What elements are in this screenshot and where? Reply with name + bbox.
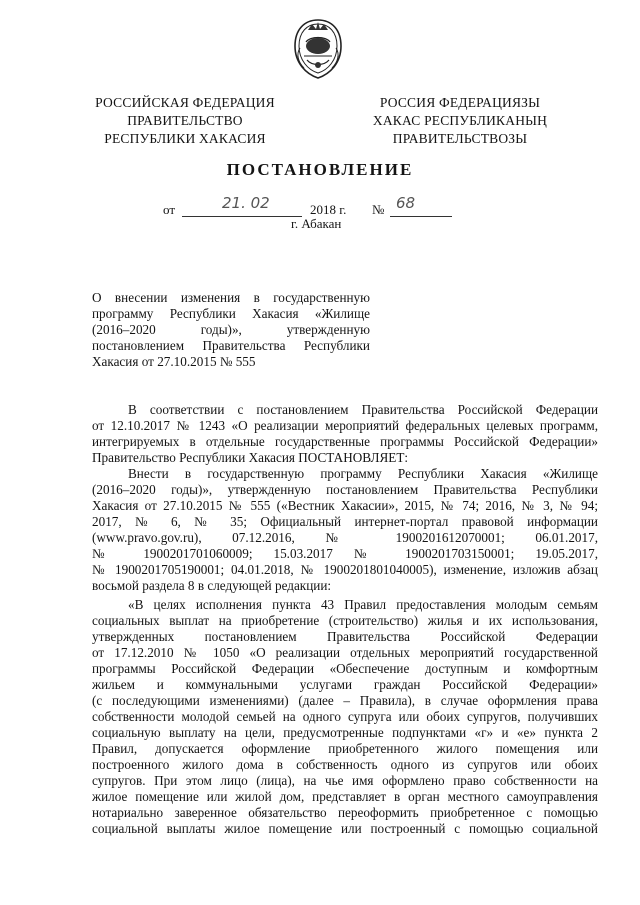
- document-type-title: ПОСТАНОВЛЕНИЕ: [226, 160, 414, 179]
- body-line: (www.pravo.gov.ru), 07.12.2016, № 1900201612070001; 06.01.2017,: [92, 530, 598, 545]
- header-left-block: [85, 94, 285, 148]
- body-line: социальную выплату на цели, предусмотренные подпунктами «г» и «е» пункта 2: [92, 725, 598, 740]
- subject-line: (2016–2020 годы)», утвержденную: [92, 322, 370, 337]
- subject-line: постановлением Правительства Республики: [92, 338, 370, 353]
- body-line: от 12.10.2017 № 1243 «О реализации мероприятий федеральных целевых программ,: [92, 418, 598, 433]
- body-line: Хакасия от 27.10.2015 № 555 («Вестник Хакасии», 2015, № 74; 2016, № 3, № 94;: [92, 498, 598, 513]
- body-line: (2016–2020 годы)», утвержденную постановлением Правительства Республики: [92, 482, 598, 497]
- header-right-line: РОССИЯ ФЕДЕРАЦИЯЗЫ: [379, 95, 541, 110]
- paragraph-preamble: [92, 402, 598, 466]
- body-line: Правительство Республики Хакасия ПОСТАНОВЛЯЕТ:: [92, 450, 409, 465]
- body-line: программы Российской Федерации «Обеспечение доступным и комфортным: [92, 661, 598, 676]
- header-left-line: РЕСПУБЛИКИ ХАКАСИЯ: [104, 131, 266, 146]
- body-line: интегрируемых в отдельные государственные программы Российской Федерации»: [92, 434, 598, 449]
- body-line: № 1900201701060009; 15.03.2017 № 1900201703150001; 19.05.2017,: [92, 546, 598, 561]
- number-label: №: [372, 202, 385, 217]
- body-line: построенного жилого дома в собственность одного из супругов или обоих: [92, 757, 598, 772]
- body-line: В соответствии с постановлением Правительства Российской Федерации: [128, 402, 598, 417]
- document-subject: [92, 290, 370, 370]
- body-line: Внести в государственную программу Республики Хакасия «Жилище: [128, 466, 598, 481]
- body-line: собственности молодой семьей на одного супруга или обоих супругов, получивших: [92, 709, 598, 724]
- body-line: от 17.12.2010 № 1050 «О реализации отдельных мероприятий государственной: [92, 645, 598, 660]
- from-label: от: [163, 202, 176, 217]
- header-right-line: ПРАВИТЕЛЬСТВОЗЫ: [392, 131, 528, 146]
- header-left-line: РОССИЙСКАЯ ФЕДЕРАЦИЯ: [95, 95, 275, 110]
- header-right-line: ХАКАС РЕСПУБЛИКАНЫҢ: [372, 113, 548, 128]
- body-line: жильем и коммунальными услугами граждан Российской Федерации»: [92, 677, 598, 692]
- coat-of-arms-emblem: [290, 18, 346, 80]
- subject-line: программу Республики Хакасия «Жилище: [92, 306, 370, 321]
- body-line: жилое помещение или жилой дом, представляет в орган местного самоуправления: [92, 789, 598, 804]
- body-line: социальной выплаты жилое помещение или построенный с помощью социальной: [92, 821, 598, 836]
- header-left-line: ПРАВИТЕЛЬСТВО: [127, 113, 243, 128]
- paragraph-amendment: [92, 466, 598, 594]
- body-line: нотариально заверенное обязательство переоформить приобретенное с помощью: [92, 805, 598, 820]
- body-line: 2017, № 6, № 35; Официальный интернет-портал правовой информации: [92, 514, 598, 529]
- body-line: «В целях исполнения пункта 43 Правил предоставления молодым семьям: [128, 597, 598, 612]
- number-field: [390, 194, 452, 217]
- header-right-block: [360, 94, 560, 148]
- date-handwritten: 21. 02: [222, 194, 270, 212]
- paragraph-quoted-text: [92, 597, 598, 837]
- body-line: утвержденных постановлением Правительства Российской Федерации: [92, 629, 598, 644]
- body-line: супругов. При этом лицо (лица), на чье имя оформлено право собственности на: [92, 773, 598, 788]
- date-field: [182, 194, 302, 217]
- body-line: социальных выплат на приобретение (строительство) жилья и их использования,: [92, 613, 598, 628]
- body-line: № 1900201705190001; 04.01.2018, № 1900201801040005), изменение, изложив абзац: [92, 562, 598, 577]
- body-line: (с последующими изменениями) (далее – Правила), в случае оформления права: [92, 693, 598, 708]
- number-handwritten: 68: [396, 194, 416, 212]
- body-line: Правил, допускается оформление приобретенного жилого помещения или: [92, 741, 598, 756]
- body-line: восьмой раздела 8 в следующей редакции:: [92, 578, 332, 593]
- city-label: г. Абакан: [291, 216, 342, 231]
- subject-line: О внесении изменения в государственную: [92, 290, 370, 305]
- year-label: 2018 г.: [310, 202, 347, 217]
- subject-line: Хакасия от 27.10.2015 № 555: [92, 354, 256, 369]
